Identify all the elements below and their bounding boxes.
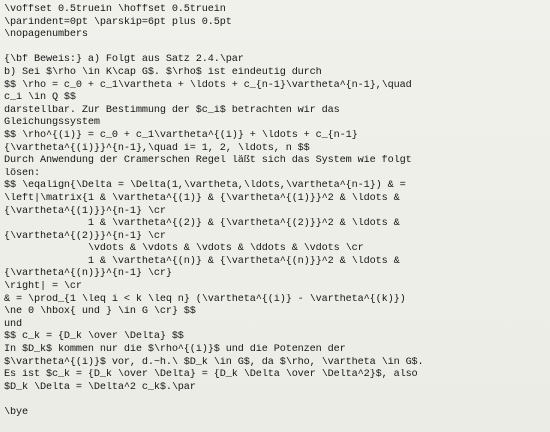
source-line: b) Sei $\rho \in K\cap G$. $\rho$ ist eindeutig durch (4, 66, 322, 78)
source-line: \ne 0 \hbox{ und } \in G \cr} $$ (4, 306, 196, 318)
source-line: $\vartheta^{(i)}$ vor, d.~h.\ $D_k \in G$, da $\rho, \vartheta \in G$. (4, 356, 424, 368)
source-line: $$ \rho = c_0 + c_1\vartheta + \ldots + c_{n-1}\vartheta^{n-1},\quad (4, 79, 412, 91)
source-line: c_i \in Q $$ (4, 92, 76, 104)
source-line: {\vartheta^{(2)}}^{n-1} \cr (4, 230, 166, 242)
source-line: {\bf Beweis:} a) Folgt aus Satz 2.4.\par (4, 54, 244, 66)
source-line: Gleichungssystem (4, 117, 100, 129)
source-line: \voffset 0.5truein \hoffset 0.5truein (4, 4, 226, 15)
source-line: {\vartheta^{(i)}}^{n-1},\quad i= 1, 2, \ldots, n $$ (4, 142, 310, 154)
source-line (4, 394, 550, 407)
source-line: Es ist $c_k = {D_k \over \Delta} = {D_k \Delta \over \Delta^2}$, also (4, 369, 418, 381)
source-line: $$ \eqalign{\Delta = \Delta(1,\vartheta,\ldots,\vartheta^{n-1}) & = (4, 180, 406, 192)
source-line: lösen: (4, 167, 40, 179)
source-line: Durch Anwendung der Cramerschen Regel läßt sich das System wie folgt (4, 155, 412, 167)
source-line: 1 & \vartheta^{(n)} & {\vartheta^{(n)}}^2 & \ldots & (4, 255, 400, 267)
source-line: {\vartheta^{(n)}}^{n-1} \cr} (4, 268, 172, 280)
source-line: $$ c_k = {D_k \over \Delta} $$ (4, 331, 184, 343)
source-line: \right| = \cr (4, 281, 82, 293)
source-line: {\vartheta^{(1)}}^{n-1} \cr (4, 205, 166, 217)
source-line: darstellbar. Zur Bestimmung der $c_i$ betrachten wir das (4, 104, 340, 116)
source-line: \nopagenumbers (4, 29, 88, 41)
source-line: $$ \rho^{(i)} = c_0 + c_1\vartheta^{(i)} + \ldots + c_{n-1} (4, 129, 358, 141)
source-line: In $D_k$ kommen nur die $\rho^{(i)}$ und die Potenzen der (4, 344, 346, 356)
tex-source-listing (4, 4, 550, 420)
source-line: \left|\matrix{1 & \vartheta^{(1)} & {\vartheta^{(1)}}^2 & \ldots & (4, 192, 400, 204)
source-line: $D_k \Delta = \Delta^2 c_k$.\par (4, 381, 196, 393)
source-line: 1 & \vartheta^{(2)} & {\vartheta^{(2)}}^2 & \ldots & (4, 218, 400, 230)
source-line: und (4, 318, 22, 330)
source-line: & = \prod_{1 \leq i < k \leq n} (\vartheta^{(i)} - \vartheta^{(k)}) (4, 293, 406, 305)
source-line: \parindent=0pt \parskip=6pt plus 0.5pt (4, 16, 232, 28)
source-line: \vdots & \vdots & \vdots & \ddots & \vdots \cr (4, 243, 364, 255)
source-line: \bye (4, 407, 28, 418)
source-line (4, 42, 550, 55)
